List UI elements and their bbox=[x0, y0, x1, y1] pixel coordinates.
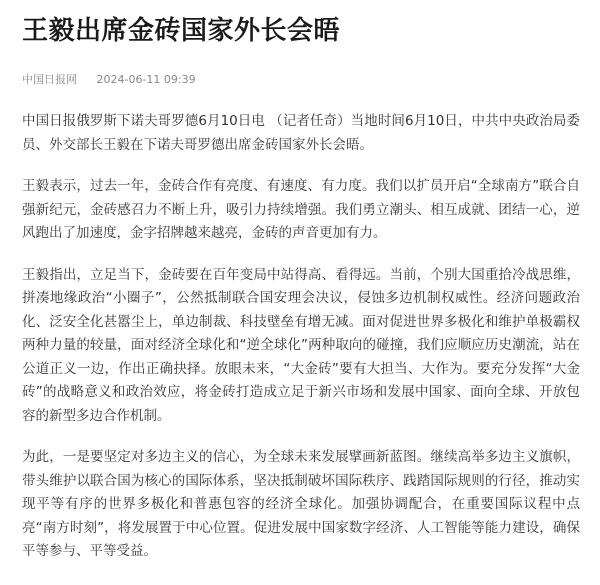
article-body bbox=[22, 110, 580, 564]
article-timestamp: 2024-06-11 09:39 bbox=[96, 73, 196, 86]
article-paragraph: 王毅指出，立足当下，金砖要在百年变局中站得高、看得远。当前，个别大国重拾冷战思维，拼凑地缘政治“小圈子”，公然抵制联合国安理会决议，侵蚀多边机制权威性。经济问题政治化、泛安全化甚嚣尘上，单边制裁、科技壁垒有增无减。面对促进世界多极化和维护单极霸权两种力量的较量，面对经济全球化和“逆全球化”两种取向的碰撞，我们应顺应历史潮流，站在公道正义一边，作出正确抉择。放眼未来，“大金砖”要有大担当、大作为。要充分发挥“大金砖”的战略意义和政治效应，将金砖打造成立足于新兴市场和发展中国家、面向全球、开放包容的新型多边合作机制。 bbox=[22, 266, 580, 424]
article-meta bbox=[22, 72, 580, 88]
article-paragraph: 中国日报俄罗斯下诺夫哥罗德6月10日电 （记者任奇）当地时间6月10日，中共中央政治局委员、外交部长王毅在下诺夫哥罗德出席金砖国家外长会晤。 bbox=[22, 113, 580, 153]
article-paragraph: 为此，一是要坚定对多边主义的信心，为全球未来发展擘画新蓝图。继续高举多边主义旗帜，带头维护以联合国为核心的国际体系，坚决抵制破坏国际秩序、践踏国际规则的行径，推动实现平等有序的世界多极化和普惠包容的经济全球化。加强协调配合，在重要国际议程中点亮“南方时刻”，将发展置于中心位置。促进发展中国家数字经济、人工智能等能力建设，确保平等参与、平等受益。 bbox=[22, 449, 580, 559]
article-paragraph: 王毅表示，过去一年，金砖合作有亮度、有速度、有力度。我们以扩员开启“全球南方”联合自强新纪元，金砖感召力不断上升，吸引力持续增强。我们勇立潮头、相互成就、团结一心，逆风跑出了加速度，金字招牌越来越亮，金砖的声音更加有力。 bbox=[22, 178, 580, 241]
article-source[interactable]: 中国日报网 bbox=[22, 73, 77, 86]
article-title: 王毅出席金砖国家外长会晤 bbox=[22, 16, 341, 46]
